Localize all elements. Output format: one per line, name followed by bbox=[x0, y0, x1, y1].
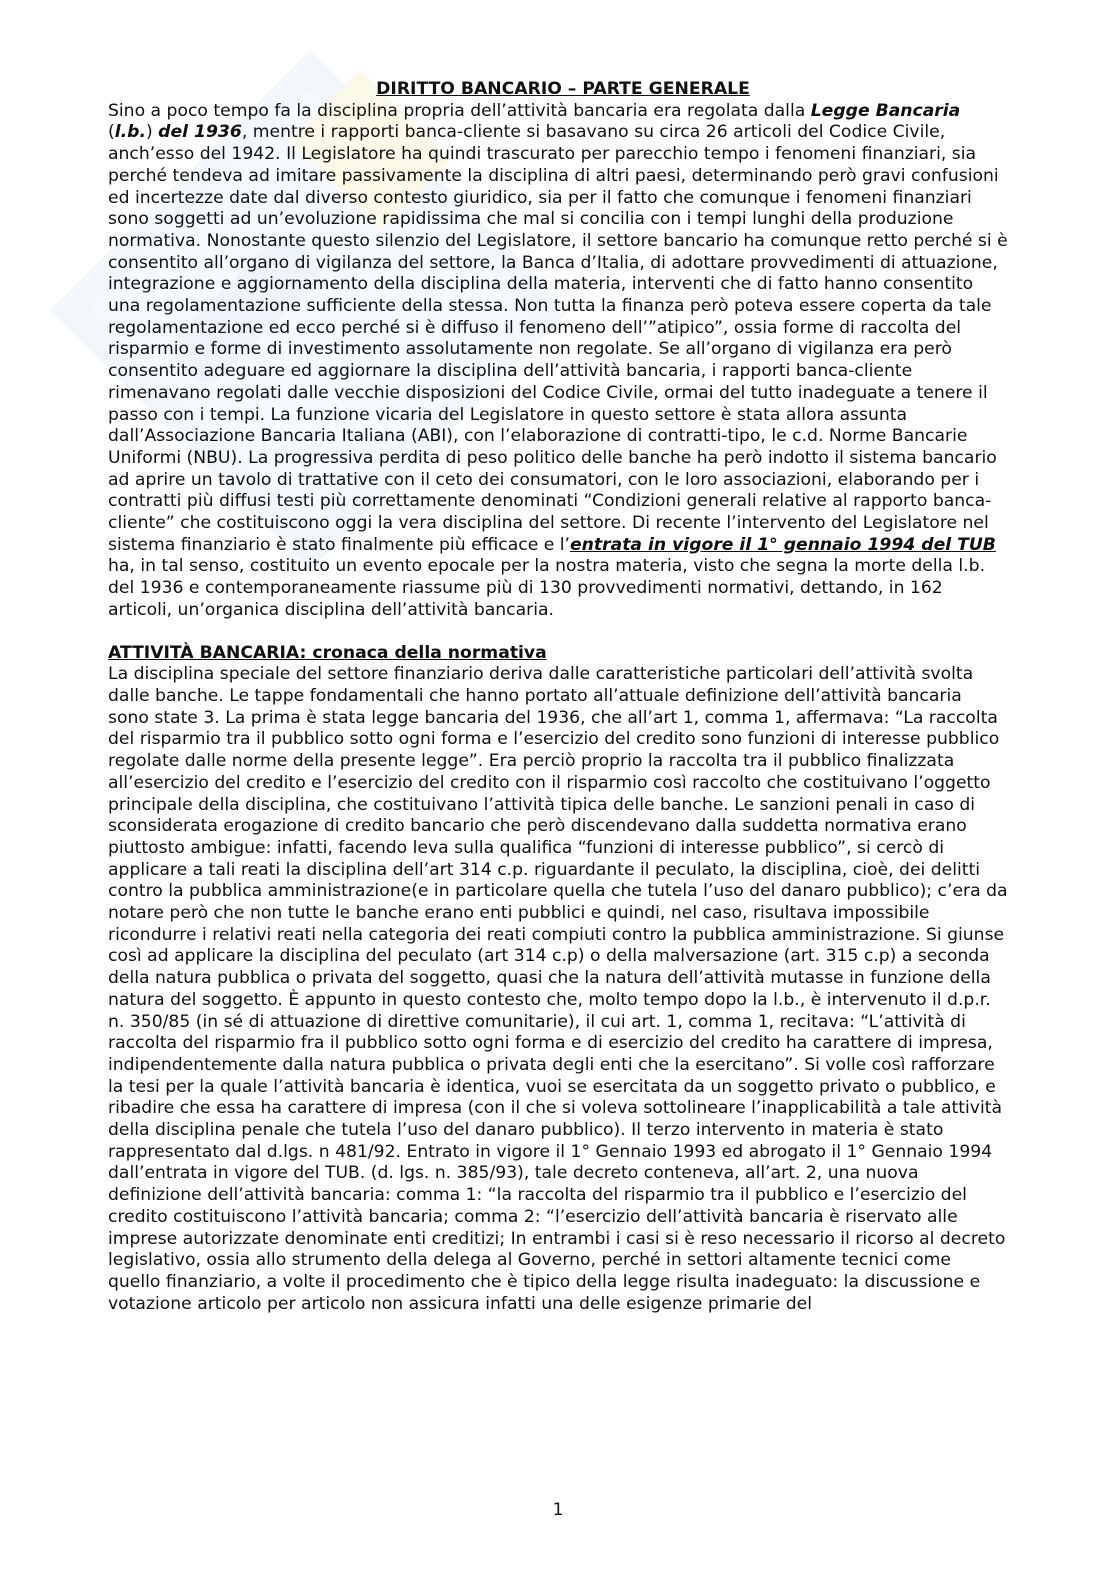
document-body bbox=[108, 79, 1008, 1315]
intro-text-4: , mentre i rapporti banca-cliente si basavano su circa 26 articoli del Codice Civile, anch’esso del 1942. Il Legislatore ha quindi trascurato per parecchio tempo i fenomeni finanziari, sia perché tendeva ad imitare passivamente la disciplina di altri paesi, determinando però gravi confusioni ed incertezze date dal diverso contesto giuridico, sia per il fatto che comunque i fenomeni finanziari sono soggetti ad un’evoluzione rapidissima che mal si concilia con i tempi lunghi della produzione normativa. Nonostante questo silenzio del Legislatore, il settore bancario ha comunque retto perché si è consentito all’organo di vigilanza del settore, la Banca d’Italia, di adottare provvedimenti di attuazione, integrazione e aggiornamento della disciplina della materia, interventi che di fatto hanno consentito una regolamentazione sufficiente della stessa. Non tutta la finanza però poteva essere coperta da tale regolamentazione ed ecco perché si è diffuso il fenomeno dell’”atipico”, ossia forme di raccolta del risparmio e forme di investimento assolutamente non regolate. Se all’organo di vigilanza era però consentito adeguare ed aggiornare la disciplina dell’attività bancaria, i rapporti banca-cliente rimenavano regolati dalle vecchie disposizioni del Codice Civile, ormai del tutto inadeguate a tenere il passo con i tempi. La funzione vicaria del Legislatore in questo settore è stata allora assunta dall’Associazione Bancaria Italiana (ABI), con l’elaborazione di contratti-tipo, le c.d. Norme Bancarie Uniformi (NBU). La progressiva perdita di peso politico delle banche ha però indotto il sistema bancario ad aprire un tavolo di trattative con il ceto dei consumatori, con le loro associazioni, elaborando per i contratti più diffusi testi più correttamente denominati “Condizioni generali relative al rapporto banca-cliente” che costituiscono oggi la vera disciplina del settore. Di recente l’intervento del Legislatore nel sistema finanziario è stato finalmente più efficace e l’ bbox=[108, 122, 1008, 555]
section-heading: ATTIVITÀ BANCARIA: cronaca della normativa bbox=[108, 642, 547, 663]
intro-text-5: ha, in tal senso, costituito un evento epocale per la nostra materia, visto che segna la morte della l.b. del 1936 e contemporaneamente riassume più di 130 provvedimenti normativi, dettando, in 162 articoli, un’organica disciplina dell’attività bancaria. bbox=[108, 556, 986, 620]
intro-emphasis-1936: del 1936 bbox=[158, 122, 242, 143]
intro-emphasis-lb: l.b. bbox=[114, 122, 146, 143]
section-paragraph: La disciplina speciale del settore finanziario deriva dalle caratteristiche particolari dell’attività svolta dalle banche. Le tappe fondamentali che hanno portato all’attuale definizione dell’attività bancaria sono state 3. La prima è stata legge bancaria del 1936, che all’art 1, comma 1, affermava: “La raccolta del risparmio tra il pubblico sotto ogni forma e l’esercizio del credito sono funzioni di interesse pubblico regolate dalle norme della presente legge”. Era perciò proprio la raccolta tra il pubblico finalizzata all’esercizio del credito e l’esercizio del credito con il risparmio così raccolto che costituivano l’oggetto principale della disciplina, che costituivano l’attività tipica delle banche. Le sanzioni penali in caso di sconsiderata erogazione di credito bancario che però discendevano dalla suddetta normativa erano piuttosto ambigue: infatti, facendo leva sulla qualifica “funzioni di interesse pubblico”, si cercò di applicare a tali reati la disciplina dell’art 314 c.p. riguardante il peculato, la disciplina, cioè, dei delitti contro la pubblica amministrazione(e in particolare quella che tutela l’uso del danaro pubblico); c’era da notare però che non tutte le banche erano enti pubblici e quindi, nel caso, risultava impossibile ricondurre i relativi reati nella categoria dei reati compiuti contro la pubblica amministrazione. Si giunse così ad applicare la disciplina del peculato (art 314 c.p) o della malversazione (art. 315 c.p) a seconda della natura pubblica o privata del soggetto, quasi che la natura dell’attività mutasse in funzione della natura del soggetto. È appunto in questo contesto che, molto tempo dopo la l.b., è intervenuto il d.p.r. n. 350/85 (in sé di attuazione di direttive comunitarie), il cui art. 1, comma 1, recitava: “L’attività di raccolta del risparmio fra il pubblico sotto ogni forma e di esercizio del credito ha carattere di impresa, indipendentemente dalla natura pubblica o privata degli enti che la esercitano”. Si volle così rafforzare la tesi per la quale l’attività bancaria è identica, vuoi se esercitata da un soggetto privato o pubblico, e ribadire che essa ha carattere di impresa (con il che si voleva sottolineare l’inapplicabilità a tale attività della disciplina penale che tutela l’uso del danaro pubblico). Il terzo intervento in materia è stato rappresentato dal d.lgs. n 481/92. Entrato in vigore il 1° Gennaio 1993 ed abrogato il 1° Gennaio 1994 dall’entrata in vigore del TUB. (d. lgs. n. 385/93), tale decreto conteneva, all’art. 2, una nuova definizione dell’attività bancaria: comma 1: “la raccolta del risparmio tra il pubblico e l’esercizio del credito costituiscono l’attività bancaria; comma 2: “l’esercizio dell’attività bancaria è riservato alle imprese autorizzate denominate enti creditizi; In entrambi i casi si è reso necessario il ricorso al decreto legislativo, ossia allo strumento della delega al Governo, perché in settori altamente tecnici come quello finanziario, a volte il procedimento che è tipico della legge risulta inadeguato: la discussione e votazione articolo per articolo non assicura infatti una delle esigenze primarie del bbox=[108, 664, 1008, 1314]
intro-emphasis-legge-bancaria: Legge Bancaria bbox=[810, 100, 961, 121]
intro-text-1: Sino a poco tempo fa la disciplina propria dell’attività bancaria era regolata dalla bbox=[108, 100, 811, 121]
intro-text-3: ) bbox=[145, 122, 159, 143]
intro-text-2: ( bbox=[108, 122, 115, 143]
intro-emphasis-tub: entrata in vigore il 1° gennaio 1994 del TUB bbox=[570, 534, 996, 555]
document-title: DIRITTO BANCARIO – PARTE GENERALE bbox=[376, 79, 750, 99]
page-number: 1 bbox=[552, 1500, 564, 1520]
intro-paragraph bbox=[108, 101, 1008, 622]
